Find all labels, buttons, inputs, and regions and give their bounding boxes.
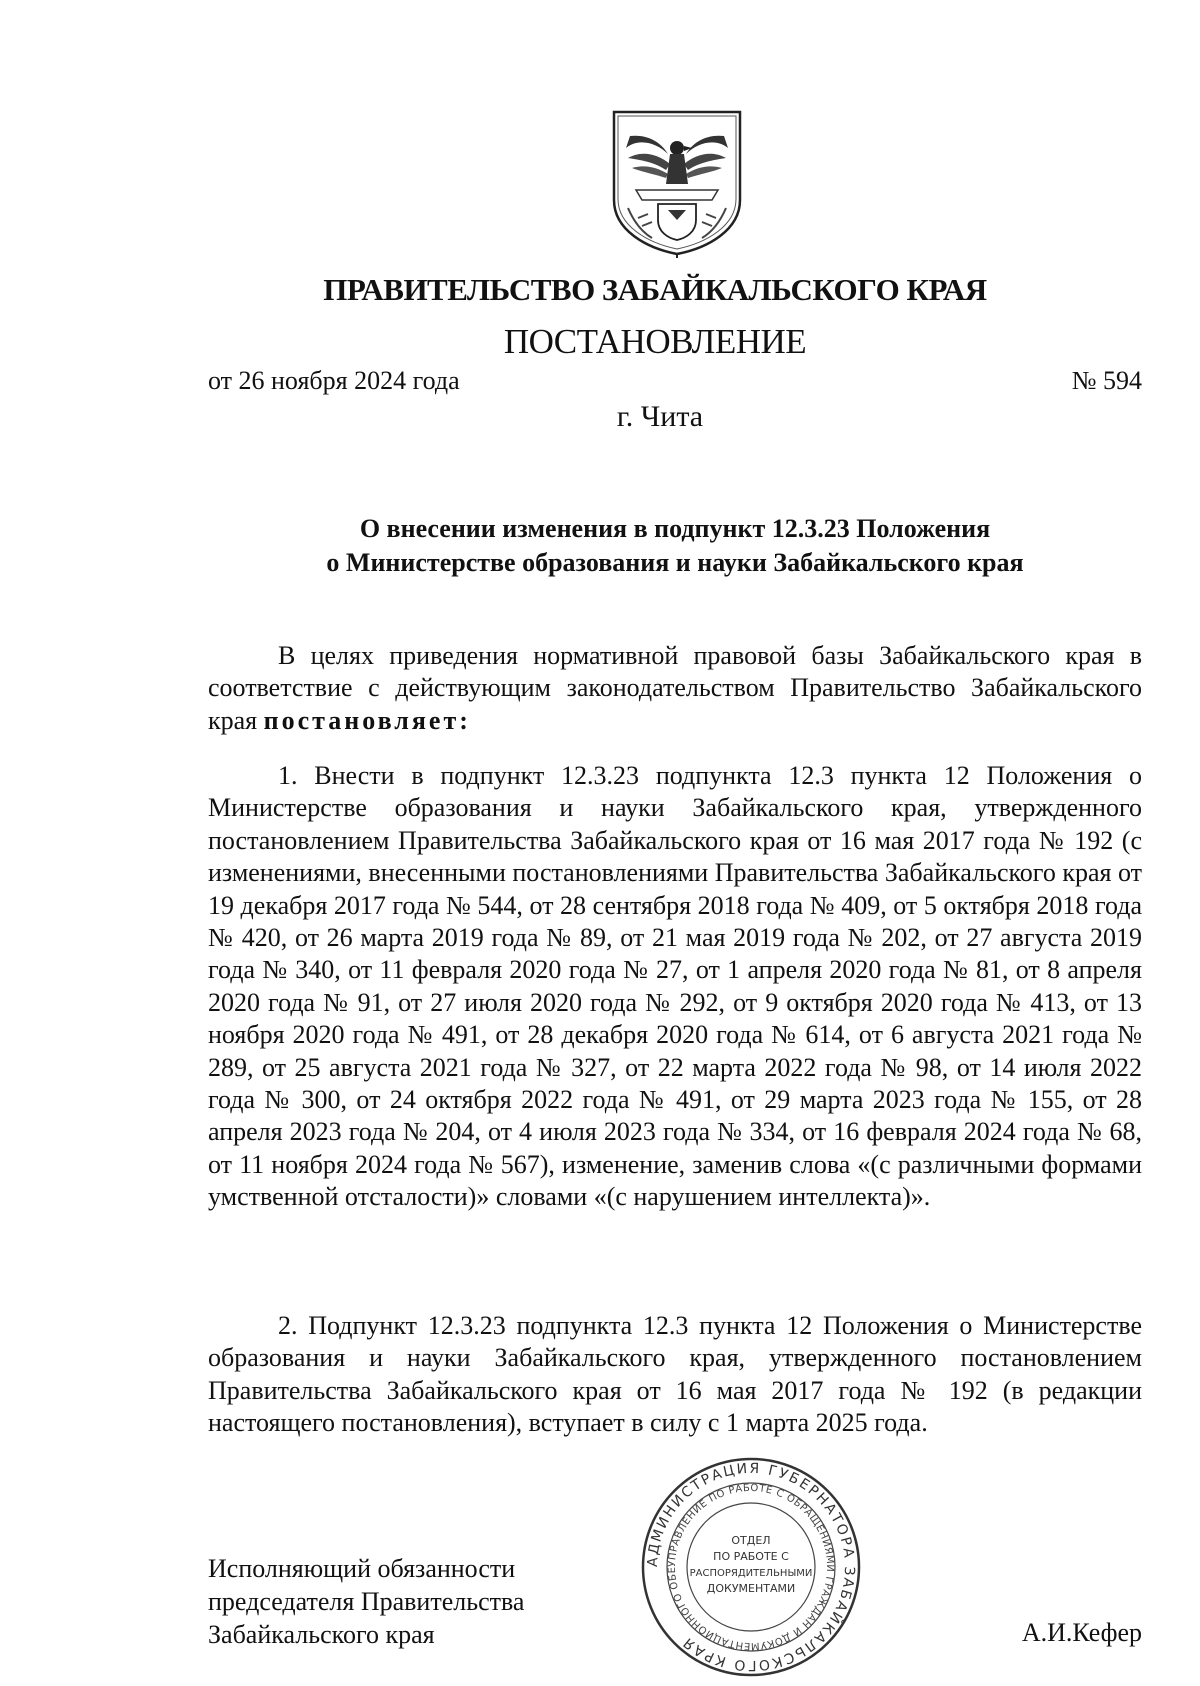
title-line-2: о Министерстве образования и науки Забайкальского края [326,548,1024,577]
title-line-1: О внесении изменения в подпункт 12.3.23 Положения [359,514,991,543]
clause-1-paragraph [208,760,1142,1214]
clause-2-paragraph [208,1310,1142,1440]
decree-word: постановляет: [263,705,471,735]
document-number: № 594 [1071,366,1142,395]
signatory-position-line-2: председателя Правительства [208,1587,525,1616]
stamp-center-line-3: РАСПОРЯДИТЕЛЬНЫМИ [689,1568,813,1579]
official-stamp [640,1456,862,1678]
document-date: от 26 ноября 2024 года [208,366,460,395]
signatory-position [208,1552,524,1651]
document-title [208,512,1142,580]
stamp-center-line-4: ДОКУМЕНТАМИ [706,1582,796,1595]
stamp-outer-ring-text: АДМИНИСТРАЦИЯ ГУБЕРНАТОРА ЗАБАЙКАЛЬСКОГО КРАЯ [644,1460,858,1674]
coat-of-arms-emblem-icon [608,108,746,258]
signatory-position-line-1: Исполняющий обязанности [208,1554,516,1583]
stamp-center-line-1: ОТДЕЛ [731,1534,771,1547]
preamble-text: В целях приведения нормативной правовой базы Забайкальского края в соответствие с действующим законодательством Правительство Забайкальского края [208,641,1142,735]
clause-2-text: 2. Подпункт 12.3.23 подпункта 12.3 пункта 12 Положения о Министерстве образования и науки Забайкальского края, утвержденного постановлением Правительства Забайкальского края от 16 мая 2017 года № 192 (в редакции настоящего постановления), вступает в силу с 1 марта 2025 года. [208,1311,1142,1438]
signatory-name: А.И.Кефер [1021,1618,1142,1647]
preamble-paragraph [208,640,1142,737]
document-city: г. Чита [616,400,704,433]
organization-name: ПРАВИТЕЛЬСТВО ЗАБАЙКАЛЬСКОГО КРАЯ [323,272,987,307]
stamp-center-line-2: ПО РАБОТЕ С [713,1550,789,1563]
stamp-inner-ring-text: УПРАВЛЕНИЕ ПО РАБОТЕ С ОБРАЩЕНИЯМИ ГРАЖДАН И ДОКУМЕНТАЦИОННОГО ОБЕ [666,1482,836,1652]
document-type: ПОСТАНОВЛЕНИЕ [503,322,807,361]
clause-1-text: 1. Внести в подпункт 12.3.23 подпункта 12.3 пункта 12 Положения о Министерстве образования и науки Забайкальского края, утвержденного постановлением Правительства Забайкальского края от 16 мая 2017 года № 192 (с изменениями, внесенными постановлениями Правительства Забайкальского края от 19 декабря 2017 года № 544, от 28 сентября 2018 года № 409, от 5 октября 2018 года № 420, от 26 марта 2019 года № 89, от 21 мая 2019 года № 202, от 27 августа 2019 года № 340, от 11 февраля 2020 года № 27, от 1 апреля 2020 года № 81, от 8 апреля 2020 года № 91, от 27 июля 2020 года № 292, от 9 октября 2020 года № 413, от 13 ноября 2020 года № 491, от 28 декабря 2020 года № 614, от 6 августа 2021 года № 289, от 25 августа 2021 года № 327, от 22 марта 2022 года № 98, от 14 июля 2022 года № 300, от 24 октября 2022 года № 491, от 29 марта 2023 года № 155, от 28 апреля 2023 года № 204, от 4 июля 2023 года № 334, от 16 февраля 2024 года № 68, от 11 ноября 2024 года № 567), изменение, заменив слова «(с различными формами умственной отсталости)» словами «(с нарушением интеллекта)». [208,761,1142,1212]
signatory-position-line-3: Забайкальского края [208,1620,435,1649]
